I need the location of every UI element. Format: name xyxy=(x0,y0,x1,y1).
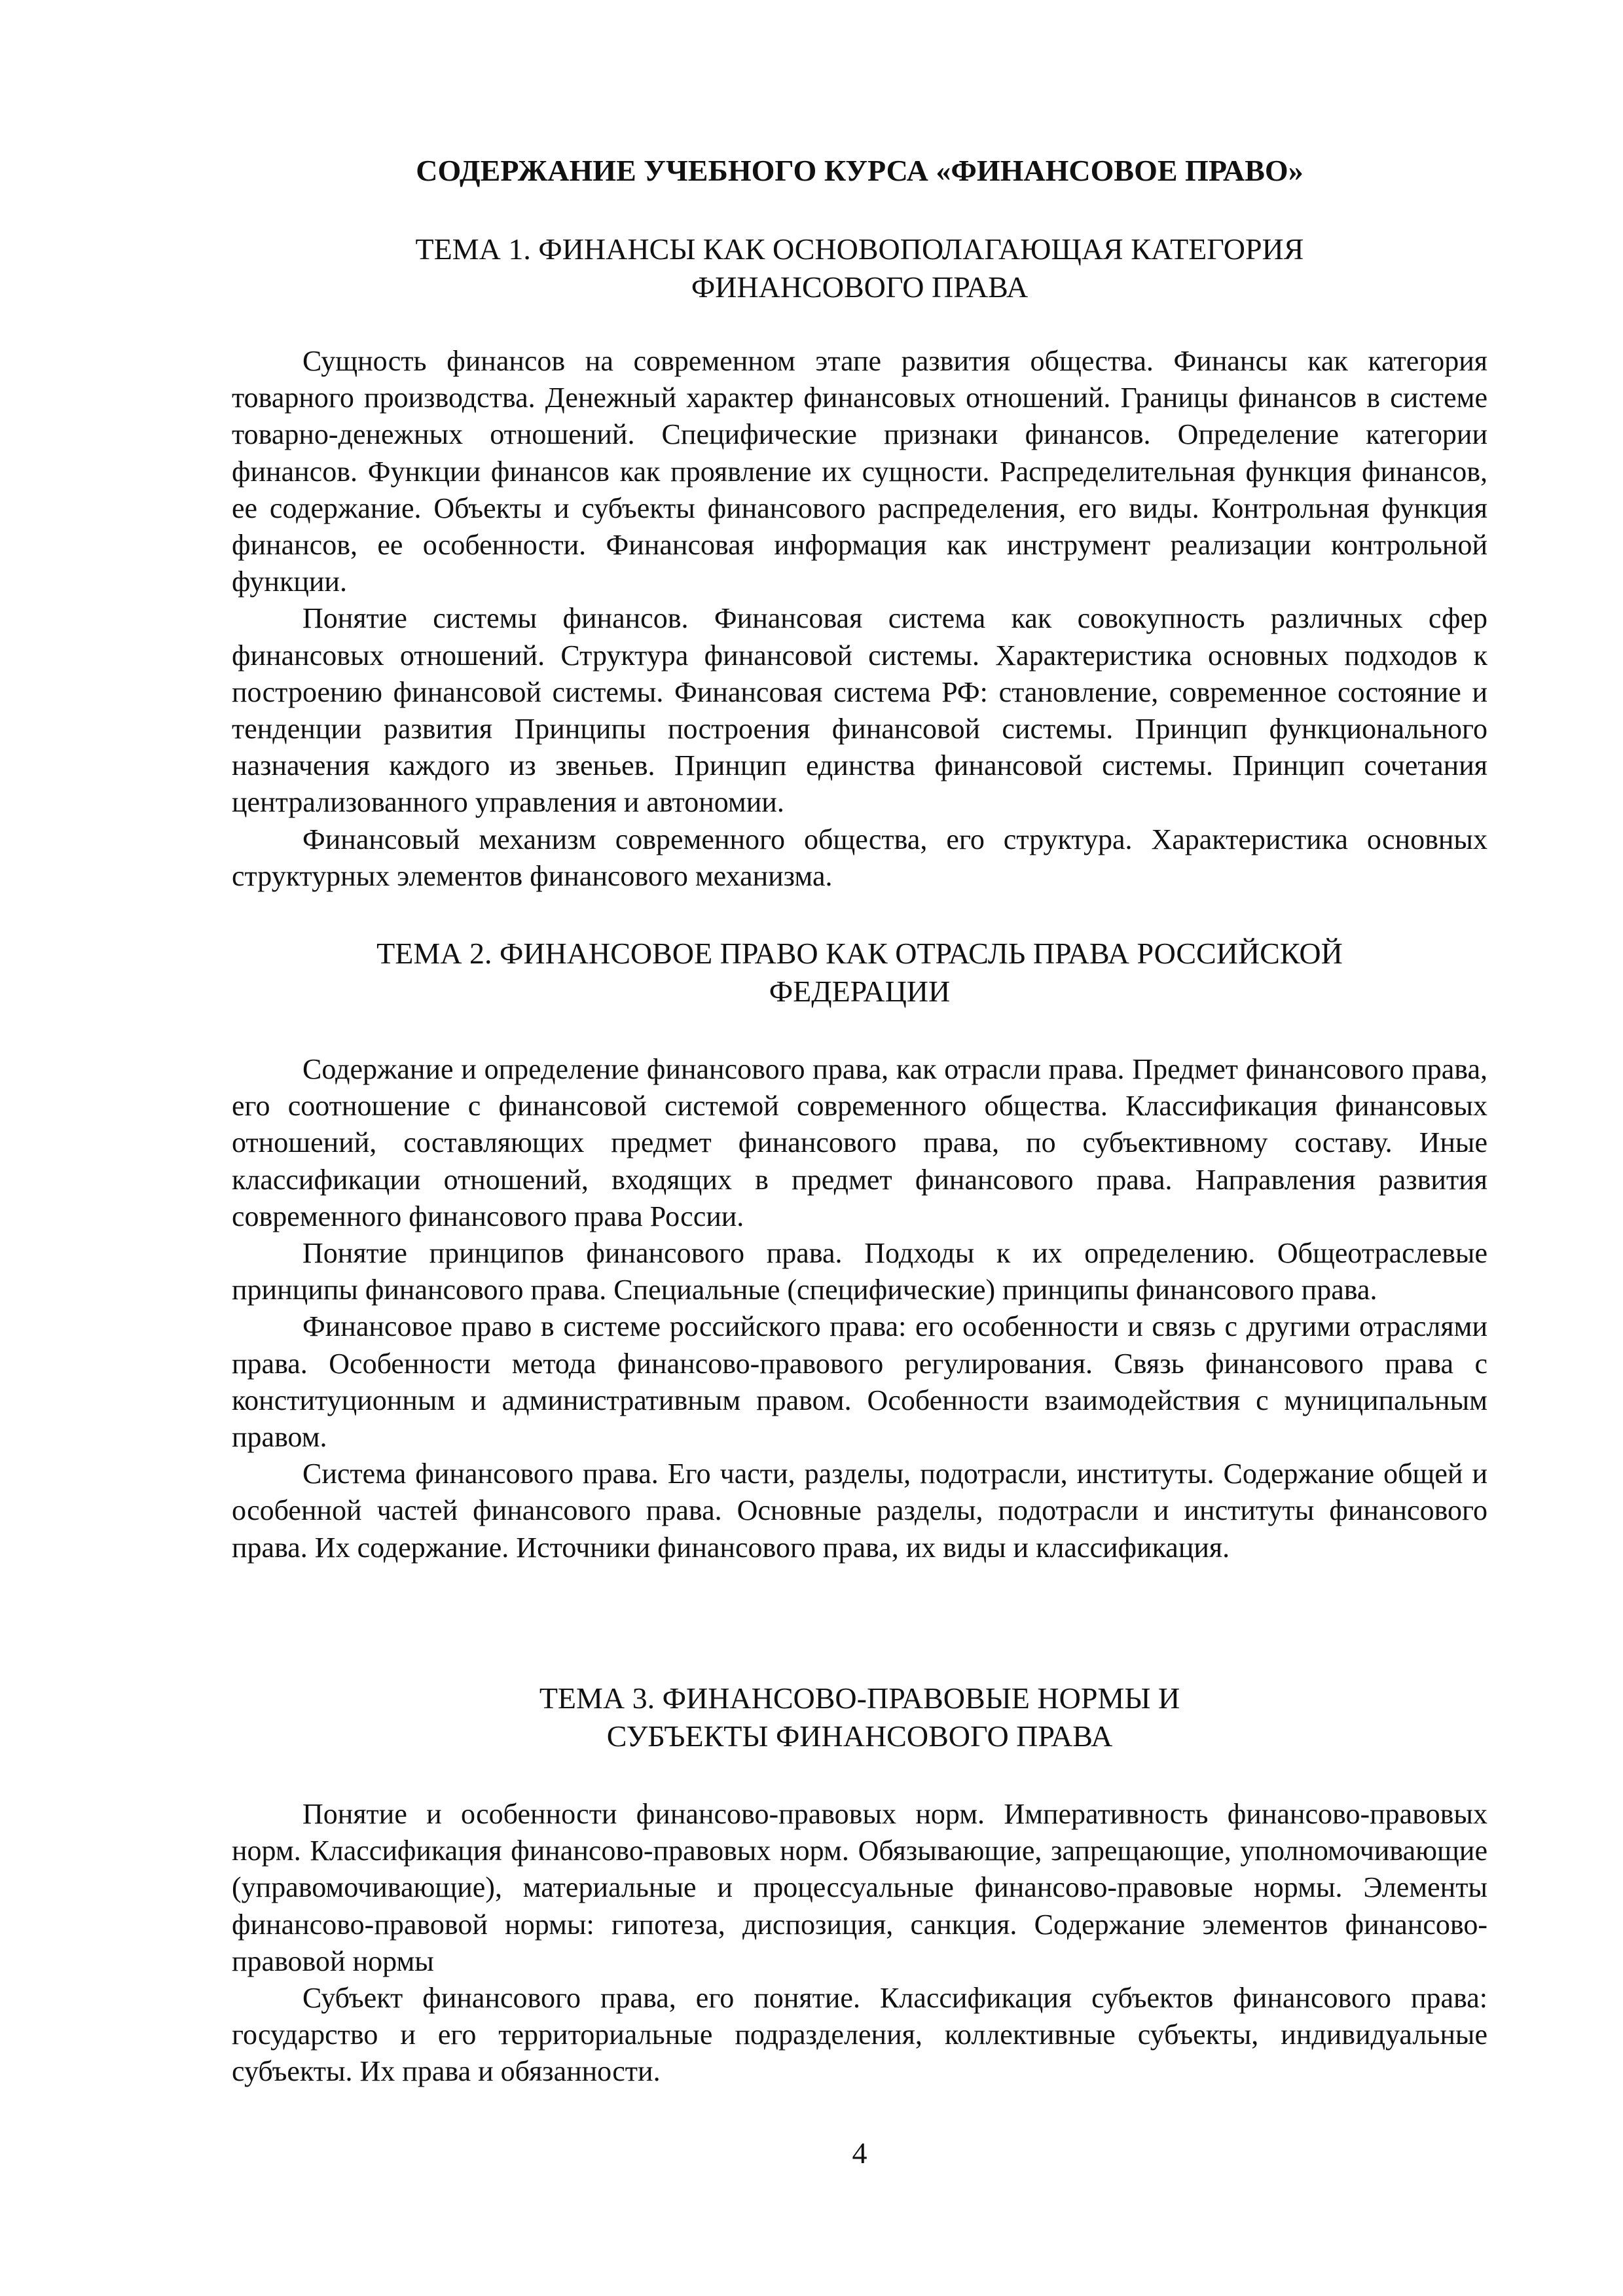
topic-3-section xyxy=(232,1679,1487,2088)
page-number: 4 xyxy=(852,2136,867,2170)
topic-3-heading-line-2: СУБЪЕКТЫ ФИНАНСОВОГО ПРАВА xyxy=(606,1719,1113,1753)
topic-2-heading xyxy=(232,935,1487,1011)
topic-1-paragraph-3: Финансовый механизм современного общества, его структура. Характеристика основных структурных элементов финансового механизма. xyxy=(232,823,1487,892)
topic-2-heading-line-1: ТЕМА 2. ФИНАНСОВОЕ ПРАВО КАК ОТРАСЛЬ ПРАВА РОССИЙСКОЙ xyxy=(376,937,1343,970)
topic-3-heading xyxy=(232,1679,1487,1755)
topic-2-paragraph-1: Содержание и определение финансового права, как отрасли права. Предмет финансового права, его соотношение с финансовой системой современного общества. Классификация финансовых отношений, составляющих предмет финансового права, по субъективному составу. Иные классификации отношений, входящих в предмет финансового права. Направления развития современного финансового права России. xyxy=(232,1053,1487,1232)
topic-1-heading-line-1: ТЕМА 1. ФИНАНСЫ КАК ОСНОВОПОЛАГАЮЩАЯ КАТЕГОРИЯ xyxy=(415,232,1304,266)
topic-1-heading xyxy=(232,230,1487,306)
topic-1-paragraph-1: Сущность финансов на современном этапе развития общества. Финансы как категория товарного производства. Денежный характер финансовых отношений. Границы финансов в системе товарно-денежных отношений. Специфические признаки финансов. Определение категории финансов. Функции финансов как проявление их сущности. Распределительная функция финансов, ее содержание. Объекты и субъекты финансового распределения, его виды. Контрольная функция финансов, ее особенности. Финансовая информация как инструмент реализации контрольной функции. xyxy=(232,345,1487,598)
topic-2-body xyxy=(232,1051,1487,1566)
topic-3-body xyxy=(232,1796,1487,2090)
topic-1-body xyxy=(232,343,1487,895)
document-page xyxy=(232,0,1487,2296)
topic-2-paragraph-2: Понятие принципов финансового права. Подходы к их определению. Общеотраслевые принципы финансового права. Специальные (специфические) принципы финансового права. xyxy=(232,1237,1487,1306)
topic-2-section xyxy=(232,935,1487,1564)
topic-2-paragraph-4: Система финансового права. Его части, разделы, подотрасли, институты. Содержание общей и особенной частей финансового права. Основные разделы, подотрасли и институты финансового права. Их содержание. Источники финансового права, их виды и классификация. xyxy=(232,1458,1487,1564)
document-title: СОДЕРЖАНИЕ УЧЕБНОГО КУРСА «ФИНАНСОВОЕ ПРАВО» xyxy=(416,154,1304,187)
topic-1-section xyxy=(232,230,1487,892)
topic-3-heading-line-1: ТЕМА 3. ФИНАНСОВО-ПРАВОВЫЕ НОРМЫ И xyxy=(539,1681,1180,1715)
topic-2-heading-line-2: ФЕДЕРАЦИИ xyxy=(769,975,951,1008)
topic-3-paragraph-2: Субъект финансового права, его понятие. Классификация субъектов финансового права: государство и его территориальные подразделения, коллективные субъекты, индивидуальные субъекты. Их права и обязанности. xyxy=(232,1982,1487,2088)
topic-2-paragraph-3: Финансовое право в системе российского права: его особенности и связь с другими отраслями права. Особенности метода финансово-правового регулирования. Связь финансового права с конституционным и административным правом. Особенности взаимодействия с муниципальным правом. xyxy=(232,1310,1487,1454)
topic-1-heading-line-2: ФИНАНСОВОГО ПРАВА xyxy=(691,270,1029,304)
topic-3-paragraph-1: Понятие и особенности финансово-правовых норм. Императивность финансово-правовых норм. Классификация финансово-правовых норм. Обязывающие, запрещающие, уполномочивающие (управомочивающие), материальные и процессуальные финансово-правовые нормы. Элементы финансово-правовой нормы: гипотеза, диспозиция, санкция. Содержание элементов финансово-правовой нормы xyxy=(232,1798,1487,1977)
topic-1-paragraph-2: Понятие системы финансов. Финансовая система как совокупность различных сфер финансовых отношений. Структура финансовой системы. Характеристика основных подходов к построению финансовой системы. Финансовая система РФ: становление, современное состояние и тенденции развития Принципы построения финансовой системы. Принцип функционального назначения каждого из звеньев. Принцип единства финансовой системы. Принцип сочетания централизованного управления и автономии. xyxy=(232,602,1487,819)
